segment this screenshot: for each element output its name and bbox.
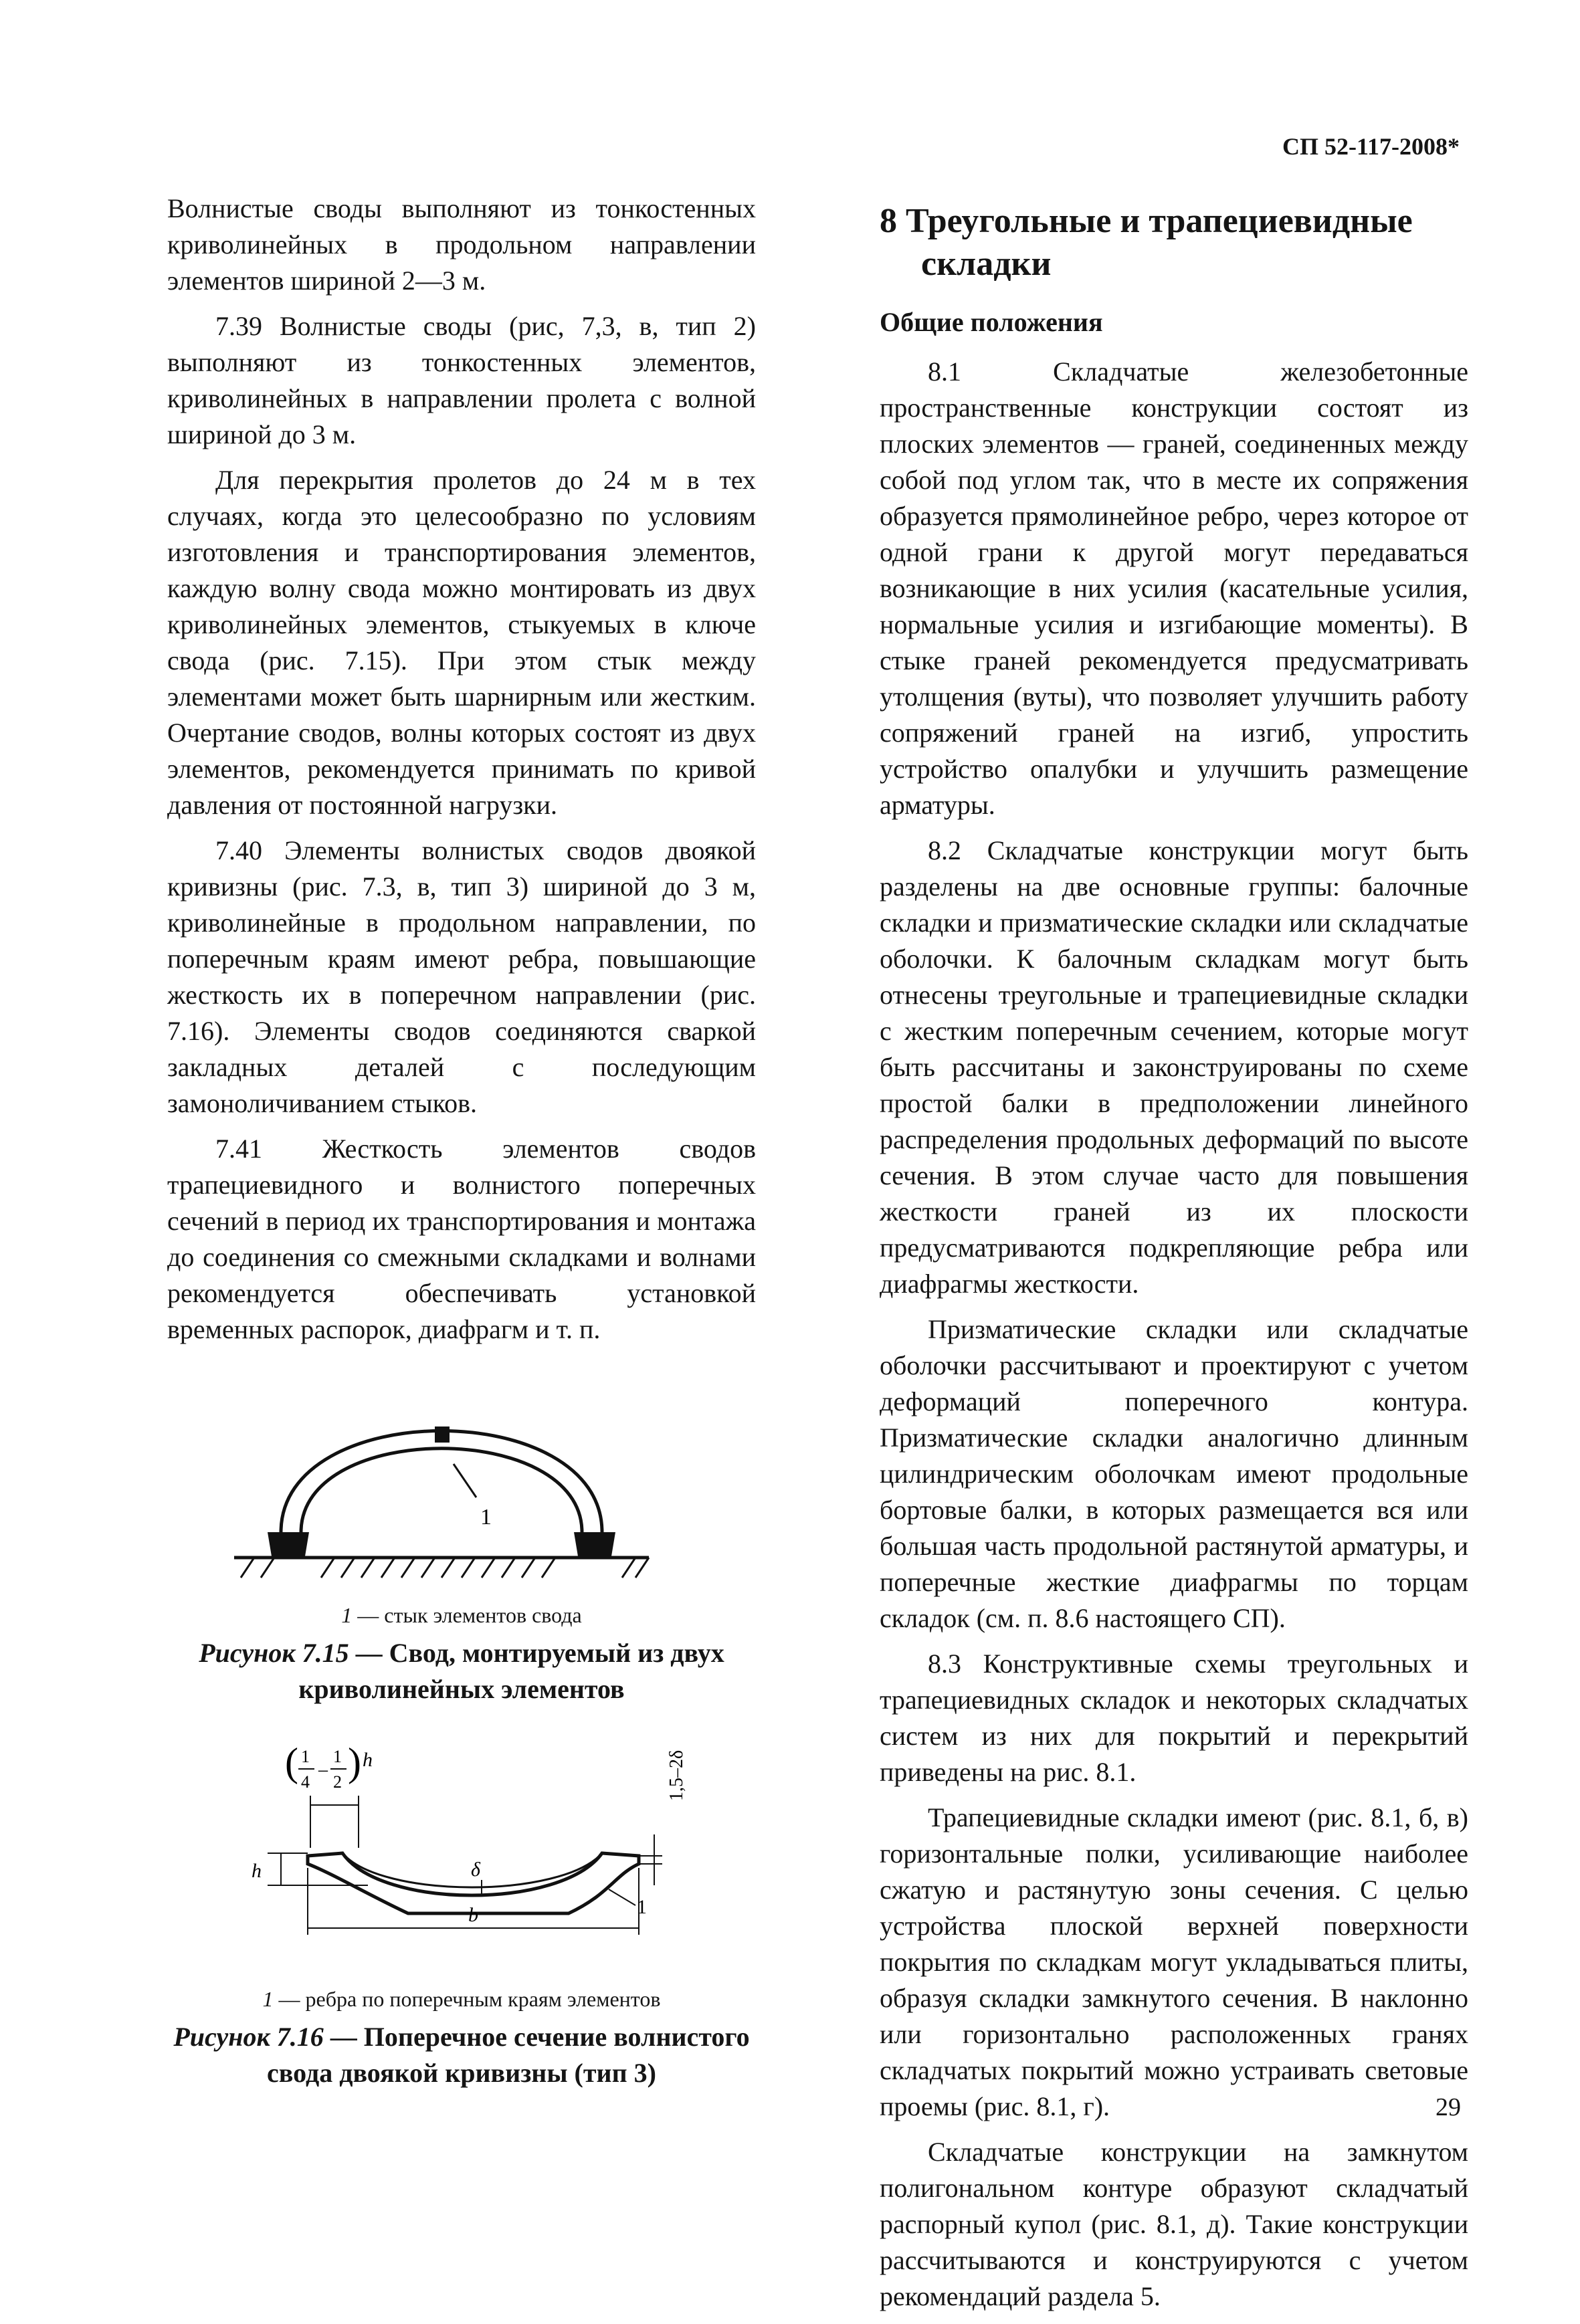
- arch-label-1: 1: [480, 1505, 492, 1529]
- fraction-dash: –: [318, 1760, 328, 1780]
- ground-hatching: [241, 1558, 649, 1578]
- fraction-num-2: 1: [333, 1747, 342, 1766]
- delta-label: δ: [471, 1859, 480, 1881]
- arch-inner-curve: [301, 1449, 582, 1532]
- b-label: b: [468, 1904, 478, 1926]
- fraction-h-label: h: [363, 1749, 373, 1771]
- figure-7-15-caption-text: — Свод, монтируемый из двух криволинейных элементов: [298, 1638, 724, 1704]
- cross-section-drawing: [167, 1734, 756, 1982]
- section-subheading: Общие положения: [880, 307, 1103, 337]
- fraction-right-paren: ): [348, 1740, 361, 1784]
- figure-7-16-legend-num: 1: [262, 1987, 274, 2011]
- right-support: [574, 1532, 615, 1556]
- paragraph-8-3: 8.3 Конструктивные схемы треугольных и трапециевидных складок и некоторых складчатых систем из них для покрытий и перекрытий приведены на рис. 8.1.: [880, 1649, 1468, 1787]
- left-support: [268, 1532, 309, 1556]
- section-heading: 8 Треугольные и трапециевидные складки: [880, 202, 1413, 283]
- arch-key-joint: [435, 1427, 450, 1443]
- figure-7-15-caption-prefix: Рисунок 7.15: [199, 1638, 349, 1668]
- figure-7-16-caption-prefix: Рисунок 7.16: [173, 2022, 324, 2052]
- fraction-num-1: 1: [301, 1747, 310, 1766]
- page-number: 29: [1436, 2093, 1461, 2121]
- rib-dimension-label: 1,5–2δ: [666, 1750, 687, 1801]
- figure-7-15-legend: [167, 1602, 756, 1628]
- left-column: [167, 191, 756, 2101]
- h-left-label: h: [252, 1860, 262, 1882]
- rib-label-1: 1: [637, 1896, 647, 1918]
- paragraph-7-39: 7.39 Волнистые своды (рис, 7,3, в, тип 2) выполняют из тонкостенных элементов, криволинейных в направлении пролета с волной шириной до 3 м.: [167, 311, 756, 449]
- vault-arch-drawing: [167, 1357, 756, 1598]
- fraction-den-2: 2: [333, 1772, 342, 1792]
- figure-7-16-caption: [167, 2019, 756, 2091]
- fraction-left-paren: (: [285, 1740, 298, 1784]
- arch-leader-line: [454, 1464, 476, 1497]
- fraction-den-1: 4: [301, 1772, 310, 1792]
- figure-7-16-legend-text: — ребра по поперечным краям элементов: [273, 1987, 661, 2011]
- paragraph-prismatic-folds: Призматические складки или складчатые оболочки рассчитывают и проектируют с учетом деформаций поперечного контура. Призматические складки аналогично длинным цилиндрическим оболочкам имеют продольные бортовые балки, в которых размещается вся или большая часть продольной растянутой арматуры, и поперечные жесткие диафрагмы по торцам складок (см. п. 8.6 настоящего СП).: [880, 1314, 1468, 1633]
- paragraph-trapezoid-folds: Трапециевидные складки имеют (рис. 8.1, б, в) горизонтальные полки, усиливающие наиболее сжатую и растянутую зоны сечения. С целью устройства плоской верхней поверхности покрытия по складкам могут укладываться плиты, образуя складки замкнутого сечения. В наклонно или горизонтально расположенных гранях складчатых покрытий можно устраивать световые проемы (рис. 8.1, г).: [880, 1802, 1468, 2121]
- figure-7-16-caption-text: — Поперечное сечение волнистого свода двоякой кривизны (тип 3): [267, 2022, 750, 2088]
- paragraph-8-2: 8.2 Складчатые конструкции могут быть разделены на две основные группы: балочные складки и призматические складки или складчатые оболочки. К балочным складкам могут быть отнесены треугольные и трапециевидные складки с жестким поперечным сечением, которые могут быть рассчитаны и законструированы по схеме простой балки в предположении линейного распределения продольных деформаций по высоте сечения. В этом случае часто для повышения жесткости граней из их плоскости предусматриваются подкрепляющие ребра или диафрагмы жесткости.: [880, 835, 1468, 1299]
- document-code: СП 52-117-2008*: [1282, 133, 1460, 160]
- paragraph-span-24m: Для перекрытия пролетов до 24 м в тех случаях, когда это целесообразно по условиям изготовления и транспортирования элементов, каждую волну свода можно монтировать из двух криволинейных элементов, стыкуемых в ключе свода (рис. 7.15). При этом стык между элементами может быть шарнирным или жестким. Очертание сводов, волны которых состоят из двух элементов, рекомендуется принимать по кривой давления от постоянной нагрузки.: [167, 465, 756, 820]
- figure-7-15: [167, 1357, 756, 1707]
- figure-7-16: [167, 1734, 756, 2091]
- paragraph-closed-contour: Складчатые конструкции на замкнутом полигональном контуре образуют складчатый распорный купол (рис. 8.1, д). Такие конструкции рассчитываются и конструируются с учетом рекомендаций раздела 5.: [880, 2137, 1468, 2311]
- paragraph-7-40: 7.40 Элементы волнистых сводов двоякой кривизны (рис. 7.3, в, тип 3) шириной до 3 м, криволинейные в продольном направлении, по поперечным краям имеют ребра, повышающие жесткость их в поперечном направлении (рис. 7.16). Элементы сводов соединяются сваркой закладных деталей с последующим замоноличиванием стыков.: [167, 835, 756, 1118]
- figure-7-15-legend-text: — стык элементов свода: [352, 1603, 582, 1627]
- figure-7-16-legend: [167, 1986, 756, 2012]
- right-column: [880, 191, 1468, 2324]
- figure-7-15-legend-num: 1: [341, 1603, 353, 1627]
- paragraph-7-41: 7.41 Жесткость элементов сводов трапециевидного и волнистого поперечных сечений в период их транспортирования и монтажа до соединения со смежными складками и волнами рекомендуется обеспечивать установкой временных распорок, диафрагм и т. п.: [167, 1134, 756, 1344]
- paragraph-8-1: 8.1 Складчатые железобетонные пространственные конструкции состоят из плоских элементов — граней, соединенных между собой под углом так, что в месте их сопряжения образуется прямолинейное ребро, через которое от одной грани к другой могут передаваться возникающие в них усилия (касательные усилия, нормальные усилия и изгибающие моменты). В стыке граней рекомендуется предусматривать утолщения (вуты), что позволяет улучшить работу сопряжений граней на изгиб, упростить устройство опалубки и улучшить размещение арматуры.: [880, 356, 1468, 820]
- figure-7-15-caption: [167, 1635, 756, 1707]
- paragraph-wavy-vaults-intro: Волнистые своды выполняют из тонкостенных криволинейных в продольном направлении элементов шириной 2—3 м.: [167, 193, 756, 296]
